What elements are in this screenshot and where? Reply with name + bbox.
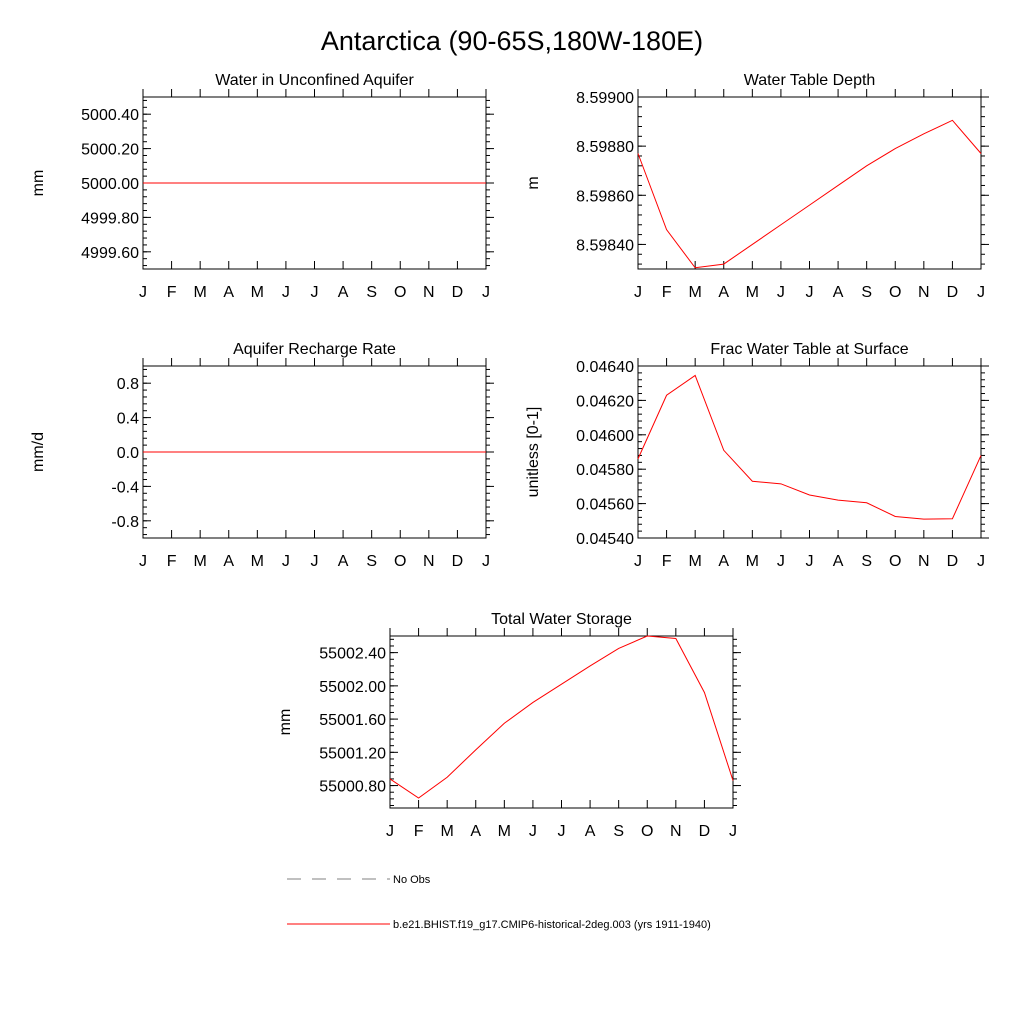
aquifer-water-xtick-label: J bbox=[310, 284, 319, 301]
aquifer-water-xtick-label: N bbox=[423, 284, 435, 301]
recharge-rate-ytick-label: -0.8 bbox=[111, 513, 139, 531]
frac-water-table-ytick-label: 0.04540 bbox=[576, 531, 634, 548]
frac-water-table-xtick-label: F bbox=[661, 553, 672, 570]
water-table-depth-ytick-label: 8.59840 bbox=[576, 237, 634, 255]
total-water-storage-xtick-label: A bbox=[584, 823, 596, 840]
total-water-storage-xtick-label: J bbox=[528, 823, 537, 840]
total-water-storage-xtick-label: N bbox=[670, 823, 682, 840]
recharge-rate-panel bbox=[30, 341, 494, 570]
water-table-depth-ytick-label: 8.59880 bbox=[576, 139, 634, 157]
frac-water-table-panel bbox=[525, 341, 989, 570]
recharge-rate-xtick-label: J bbox=[139, 553, 147, 570]
aquifer-water-xtick-label: A bbox=[337, 284, 349, 301]
water-table-depth-xtick-label: A bbox=[718, 284, 730, 301]
total-water-storage-ylabel: mm bbox=[277, 708, 294, 736]
water-table-depth-xtick-label: M bbox=[745, 284, 759, 301]
panels bbox=[30, 72, 989, 840]
recharge-rate-xtick-label: F bbox=[166, 553, 177, 570]
frac-water-table-xtick-label: S bbox=[861, 553, 873, 570]
total-water-storage-xtick-label: S bbox=[613, 823, 625, 840]
frac-water-table-ytick-label: 0.04620 bbox=[576, 393, 634, 411]
water-table-depth-xtick-label: O bbox=[889, 284, 902, 301]
water-table-depth-xtick-label: S bbox=[861, 284, 873, 301]
aquifer-water-ytick-label: 5000.20 bbox=[81, 141, 139, 159]
aquifer-water-xtick-label: O bbox=[394, 284, 407, 301]
recharge-rate-xtick-label: A bbox=[337, 553, 349, 570]
aquifer-water-xtick-label: D bbox=[451, 284, 464, 301]
frac-water-table-xtick-label: M bbox=[688, 553, 702, 570]
frac-water-table-xtick-label: A bbox=[718, 553, 730, 570]
total-water-storage-title: Total Water Storage bbox=[491, 611, 632, 628]
recharge-rate-ytick-label: 0.0 bbox=[116, 445, 139, 462]
frac-water-table-ytick-label: 0.04560 bbox=[576, 496, 634, 514]
frac-water-table-ytick-label: 0.04640 bbox=[576, 359, 634, 376]
recharge-rate-xtick-label: D bbox=[451, 553, 464, 570]
water-table-depth-ytick-label: 8.59900 bbox=[576, 90, 634, 107]
legend-label-model: b.e21.BHIST.f19_g17.CMIP6-historical-2deg.003 (yrs 1911-1940) bbox=[393, 919, 711, 931]
water-table-depth-xtick-label: N bbox=[918, 284, 930, 301]
total-water-storage-xtick-label: D bbox=[698, 823, 711, 840]
frac-water-table-ylabel: unitless [0-1] bbox=[525, 406, 542, 498]
frac-water-table-title: Frac Water Table at Surface bbox=[710, 341, 909, 358]
aquifer-water-ytick-label: 5000.00 bbox=[81, 176, 139, 193]
aquifer-water-ytick-label: 4999.60 bbox=[81, 244, 139, 262]
recharge-rate-ytick-label: -0.4 bbox=[111, 479, 139, 497]
frac-water-table-ytick-label: 0.04580 bbox=[576, 462, 634, 480]
recharge-rate-title: Aquifer Recharge Rate bbox=[233, 341, 396, 358]
total-water-storage-xtick-label: O bbox=[641, 823, 654, 840]
frac-water-table-xtick-label: J bbox=[776, 553, 785, 570]
aquifer-water-xtick-label: J bbox=[281, 284, 290, 301]
recharge-rate-ylabel: mm/d bbox=[30, 432, 47, 472]
water-table-depth-series-line bbox=[638, 120, 981, 267]
total-water-storage-xtick-label: J bbox=[557, 823, 566, 840]
aquifer-water-title: Water in Unconfined Aquifer bbox=[215, 72, 414, 89]
aquifer-water-xtick-label: M bbox=[193, 284, 207, 301]
frac-water-table-xtick-label: J bbox=[977, 553, 985, 570]
aquifer-water-xtick-label: J bbox=[139, 284, 147, 301]
legend bbox=[287, 874, 711, 931]
total-water-storage-panel bbox=[277, 611, 741, 840]
total-water-storage-ytick-label: 55002.40 bbox=[319, 645, 386, 663]
recharge-rate-xtick-label: N bbox=[423, 553, 435, 570]
aquifer-water-ytick-label: 5000.40 bbox=[81, 107, 139, 125]
aquifer-water-xtick-label: M bbox=[250, 284, 264, 301]
total-water-storage-xtick-label: A bbox=[470, 823, 482, 840]
aquifer-water-ylabel: mm bbox=[30, 169, 47, 197]
total-water-storage-series-line bbox=[390, 636, 733, 798]
recharge-rate-xtick-label: S bbox=[366, 553, 378, 570]
aquifer-water-xtick-label: F bbox=[166, 284, 177, 301]
total-water-storage-xtick-label: M bbox=[440, 823, 454, 840]
frac-water-table-ytick-label: 0.04600 bbox=[576, 427, 634, 445]
frac-water-table-xtick-label: M bbox=[745, 553, 759, 570]
recharge-rate-xtick-label: O bbox=[394, 553, 407, 570]
water-table-depth-xtick-label: M bbox=[688, 284, 702, 301]
frac-water-table-frame bbox=[638, 366, 981, 538]
aquifer-water-xtick-label: J bbox=[482, 284, 490, 301]
aquifer-water-panel bbox=[30, 72, 494, 301]
frac-water-table-xtick-label: O bbox=[889, 553, 902, 570]
frac-water-table-xtick-label: J bbox=[634, 553, 642, 570]
water-table-depth-frame bbox=[638, 97, 981, 269]
total-water-storage-ytick-label: 55001.20 bbox=[319, 745, 386, 763]
recharge-rate-xtick-label: J bbox=[310, 553, 319, 570]
recharge-rate-xtick-label: M bbox=[250, 553, 264, 570]
water-table-depth-xtick-label: A bbox=[832, 284, 844, 301]
water-table-depth-ylabel: m bbox=[525, 176, 542, 190]
frac-water-table-xtick-label: N bbox=[918, 553, 930, 570]
recharge-rate-xtick-label: J bbox=[281, 553, 290, 570]
water-table-depth-title: Water Table Depth bbox=[743, 72, 876, 89]
water-table-depth-xtick-label: J bbox=[634, 284, 642, 301]
legend-label-no-obs: No Obs bbox=[393, 874, 431, 886]
total-water-storage-ytick-label: 55000.80 bbox=[319, 778, 386, 796]
frac-water-table-series-line bbox=[638, 375, 981, 519]
recharge-rate-ytick-label: 0.8 bbox=[116, 376, 139, 394]
total-water-storage-frame bbox=[390, 636, 733, 808]
water-table-depth-panel bbox=[525, 72, 989, 301]
figure-title: Antarctica (90-65S,180W-180E) bbox=[320, 26, 704, 56]
aquifer-water-xtick-label: A bbox=[223, 284, 235, 301]
water-table-depth-xtick-label: J bbox=[805, 284, 814, 301]
total-water-storage-xtick-label: F bbox=[413, 823, 424, 840]
frac-water-table-xtick-label: J bbox=[805, 553, 814, 570]
total-water-storage-xtick-label: J bbox=[729, 823, 737, 840]
water-table-depth-ytick-label: 8.59860 bbox=[576, 188, 634, 206]
total-water-storage-xtick-label: M bbox=[497, 823, 511, 840]
aquifer-water-ytick-label: 4999.80 bbox=[81, 210, 139, 228]
recharge-rate-xtick-label: J bbox=[482, 553, 490, 570]
recharge-rate-xtick-label: M bbox=[193, 553, 207, 570]
total-water-storage-ytick-label: 55001.60 bbox=[319, 712, 386, 730]
frac-water-table-xtick-label: A bbox=[832, 553, 844, 570]
water-table-depth-xtick-label: F bbox=[661, 284, 672, 301]
water-table-depth-xtick-label: J bbox=[977, 284, 985, 301]
recharge-rate-ytick-label: 0.4 bbox=[116, 410, 139, 428]
total-water-storage-xtick-label: J bbox=[386, 823, 394, 840]
aquifer-water-xtick-label: S bbox=[366, 284, 378, 301]
recharge-rate-xtick-label: A bbox=[223, 553, 235, 570]
water-table-depth-xtick-label: D bbox=[946, 284, 959, 301]
frac-water-table-xtick-label: D bbox=[946, 553, 959, 570]
water-table-depth-xtick-label: J bbox=[776, 284, 785, 301]
total-water-storage-ytick-label: 55002.00 bbox=[319, 678, 386, 696]
